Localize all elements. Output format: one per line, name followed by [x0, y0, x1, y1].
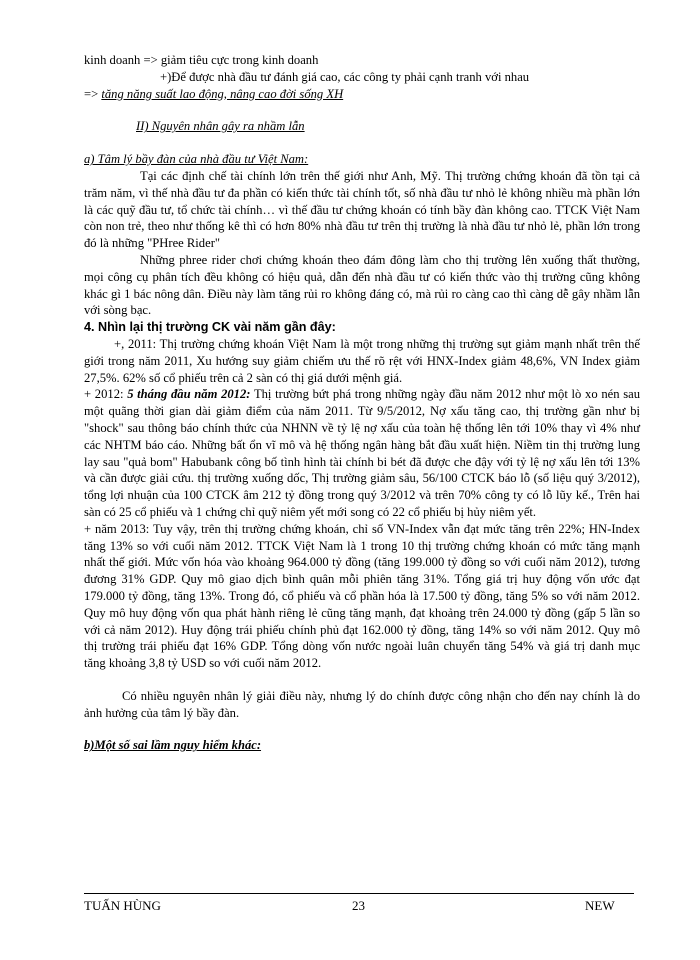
- emphasis-text: tăng năng suất lao động, nâng cao đời sống XH: [101, 86, 344, 101]
- text-line: +)Để được nhà đầu tư đánh giá cao, các công ty phải cạnh tranh với nhau: [160, 69, 530, 84]
- document-body: [84, 52, 640, 754]
- paragraph-2012: [84, 386, 640, 520]
- footer-author: TUẤN HÙNG: [84, 898, 161, 913]
- spacer: [84, 672, 640, 688]
- page-number: 23: [352, 898, 365, 913]
- paragraph-2011: +, 2011: Thị trường chứng khoán Việt Nam là một trong những thị trường sụt giảm mạnh nhất trên thế giới trong năm 2011, Xu hướng suy giảm chiếm ưu thế rõ rệt với HNX-Index giảm 48,6%, VN Index giảm 27,5%. 62% số cổ phiếu trên cả 2 sàn có thị giá dưới mệnh giá.: [84, 336, 640, 385]
- paragraph: Những phree rider chơi chứng khoán theo đám đông làm cho thị trường lên xuống thất thường, mọi công cụ phân tích đều không có hiệu quả, dẫn đến nhà đầu tư có kiến thức vào thị trường cũng không khác gì 1 bác nông dân. Điều này làm tăng rủi ro không đáng có, mà rủi ro càng cao thì càng dễ gây nhầm lẫn với sòng bạc.: [84, 252, 640, 318]
- section-heading-4: 4. Nhìn lại thị trường CK vài năm gần đây:: [84, 320, 336, 335]
- text-line: [84, 86, 640, 103]
- paragraph: Có nhiều nguyên nhân lý giải điều này, nhưng lý do chính được công nhận cho đến nay chính là do ảnh hưởng của tâm lý bầy đàn.: [84, 688, 640, 720]
- footer-divider: [84, 893, 634, 894]
- paragraph-text: Thị trường bứt phá trong những ngày đầu năm 2012 như một lò xo nén sau một quãng thời gian dài giảm điểm của năm 2011. Từ 9/5/2012, Nợ xấu tăng cao, thị trường gần như bị "shock" sau thông báo chính thức của NHNN về tỷ lệ nợ xấu của toàn hệ thống lên tới 10% thay vì 4% như các NHTM báo cáo. Những bất ổn vĩ mô và hệ thống ngân hàng bắt đầu xuất hiện. Niềm tin thị trường lung lay sau "quả bom" Habubank công bố tình hình tài chính bi bét đã được che đậy với tỷ lệ nợ xấu lên tới 13% và cần được giải cứu. thị trường xuống dốc, Thị trường giảm sâu, 56/100 CTCK báo lỗ (số liệu quý 3/2012), tổng lợi nhuận của 100 CTCK âm 212 tỷ đồng trong quý 3/2012 và trên 70% công ty có lỗ lũy kế., Trên hai sàn có 25 cổ phiếu và 1 chứng chỉ quỹ niêm yết mới song có 22 cổ phiếu bị hủy niêm yết.: [84, 387, 640, 519]
- section-heading-2: II) Nguyên nhân gây ra nhầm lẫn: [136, 119, 305, 134]
- footer-tag: NEW: [585, 898, 615, 913]
- emphasis-text: 5 tháng đầu năm 2012:: [127, 387, 251, 402]
- spacer: [84, 721, 640, 737]
- subsection-heading-b: b)Một số sai lầm nguy hiểm khác:: [84, 738, 262, 753]
- year-prefix: + 2012:: [84, 387, 128, 402]
- subsection-heading-a: a) Tâm lý bầy đàn của nhà đầu tư Việt Nam:: [84, 152, 309, 167]
- paragraph: Tại các định chế tài chính lớn trên thế giới như Anh, Mỹ. Thị trường chứng khoán đã tồn tại cả trăm năm, vì thế nhà đầu tư đa phần có kiến thức tài chính tốt, số nhà đầu tư nhỏ lẻ không nhiều mà phần lớn là các quỹ đầu tư, tổ chức tài chính… vì thế đầu tư chứng khoán có tính bầy đàn không cao. TTCK Việt Nam còn non trẻ, theo như thống kê thì có hơn 80% nhà đầu tư trên thị trường là nhà đầu tư nhỏ lẻ, phần lớn trong đó là những "PHree Rider": [84, 168, 640, 251]
- text-line: kinh doanh => giảm tiêu cực trong kinh doanh: [84, 53, 319, 67]
- paragraph-2013: + năm 2013: Tuy vậy, trên thị trường chứng khoán, chỉ số VN-Index vẫn đạt mức tăng trên 22%; HN-Index tăng 13% so với cuối năm 2012. TTCK Việt Nam là 1 trong 10 thị trường chứng khoán có mức tăng mạnh nhất thế giới. Mức vốn hóa vào khoảng 964.000 tỷ đồng (tăng 199.000 tỷ đồng so với cuối năm 2012), tương đương 31% GDP. Quy mô giao dịch bình quân mỗi phiên tăng 31%. Tổng giá trị huy động vốn ước đạt 179.000 tỷ đồng, tăng 13%. Trong đó, cổ phiếu và cổ phần hóa là 17.500 tỷ đồng, tăng 5% so với năm 2012. Quy mô huy động vốn qua phát hành riêng lẻ cũng tăng mạnh, đạt khoảng trên 24.000 tỷ đồng (gấp 5 lần so với cả năm 2012). Huy động trái phiếu chính phủ đạt 162.000 tỷ đồng, tăng 14% so với năm 2012. Quy mô thị trường trái phiếu đạt 16% GDP. Tổng dòng vốn nước ngoài luân chuyển tăng 54% và giá trị danh mục tăng khoảng 3,8 tỷ USD so với cuối năm 2012.: [84, 521, 640, 671]
- arrow-prefix: =>: [84, 86, 102, 101]
